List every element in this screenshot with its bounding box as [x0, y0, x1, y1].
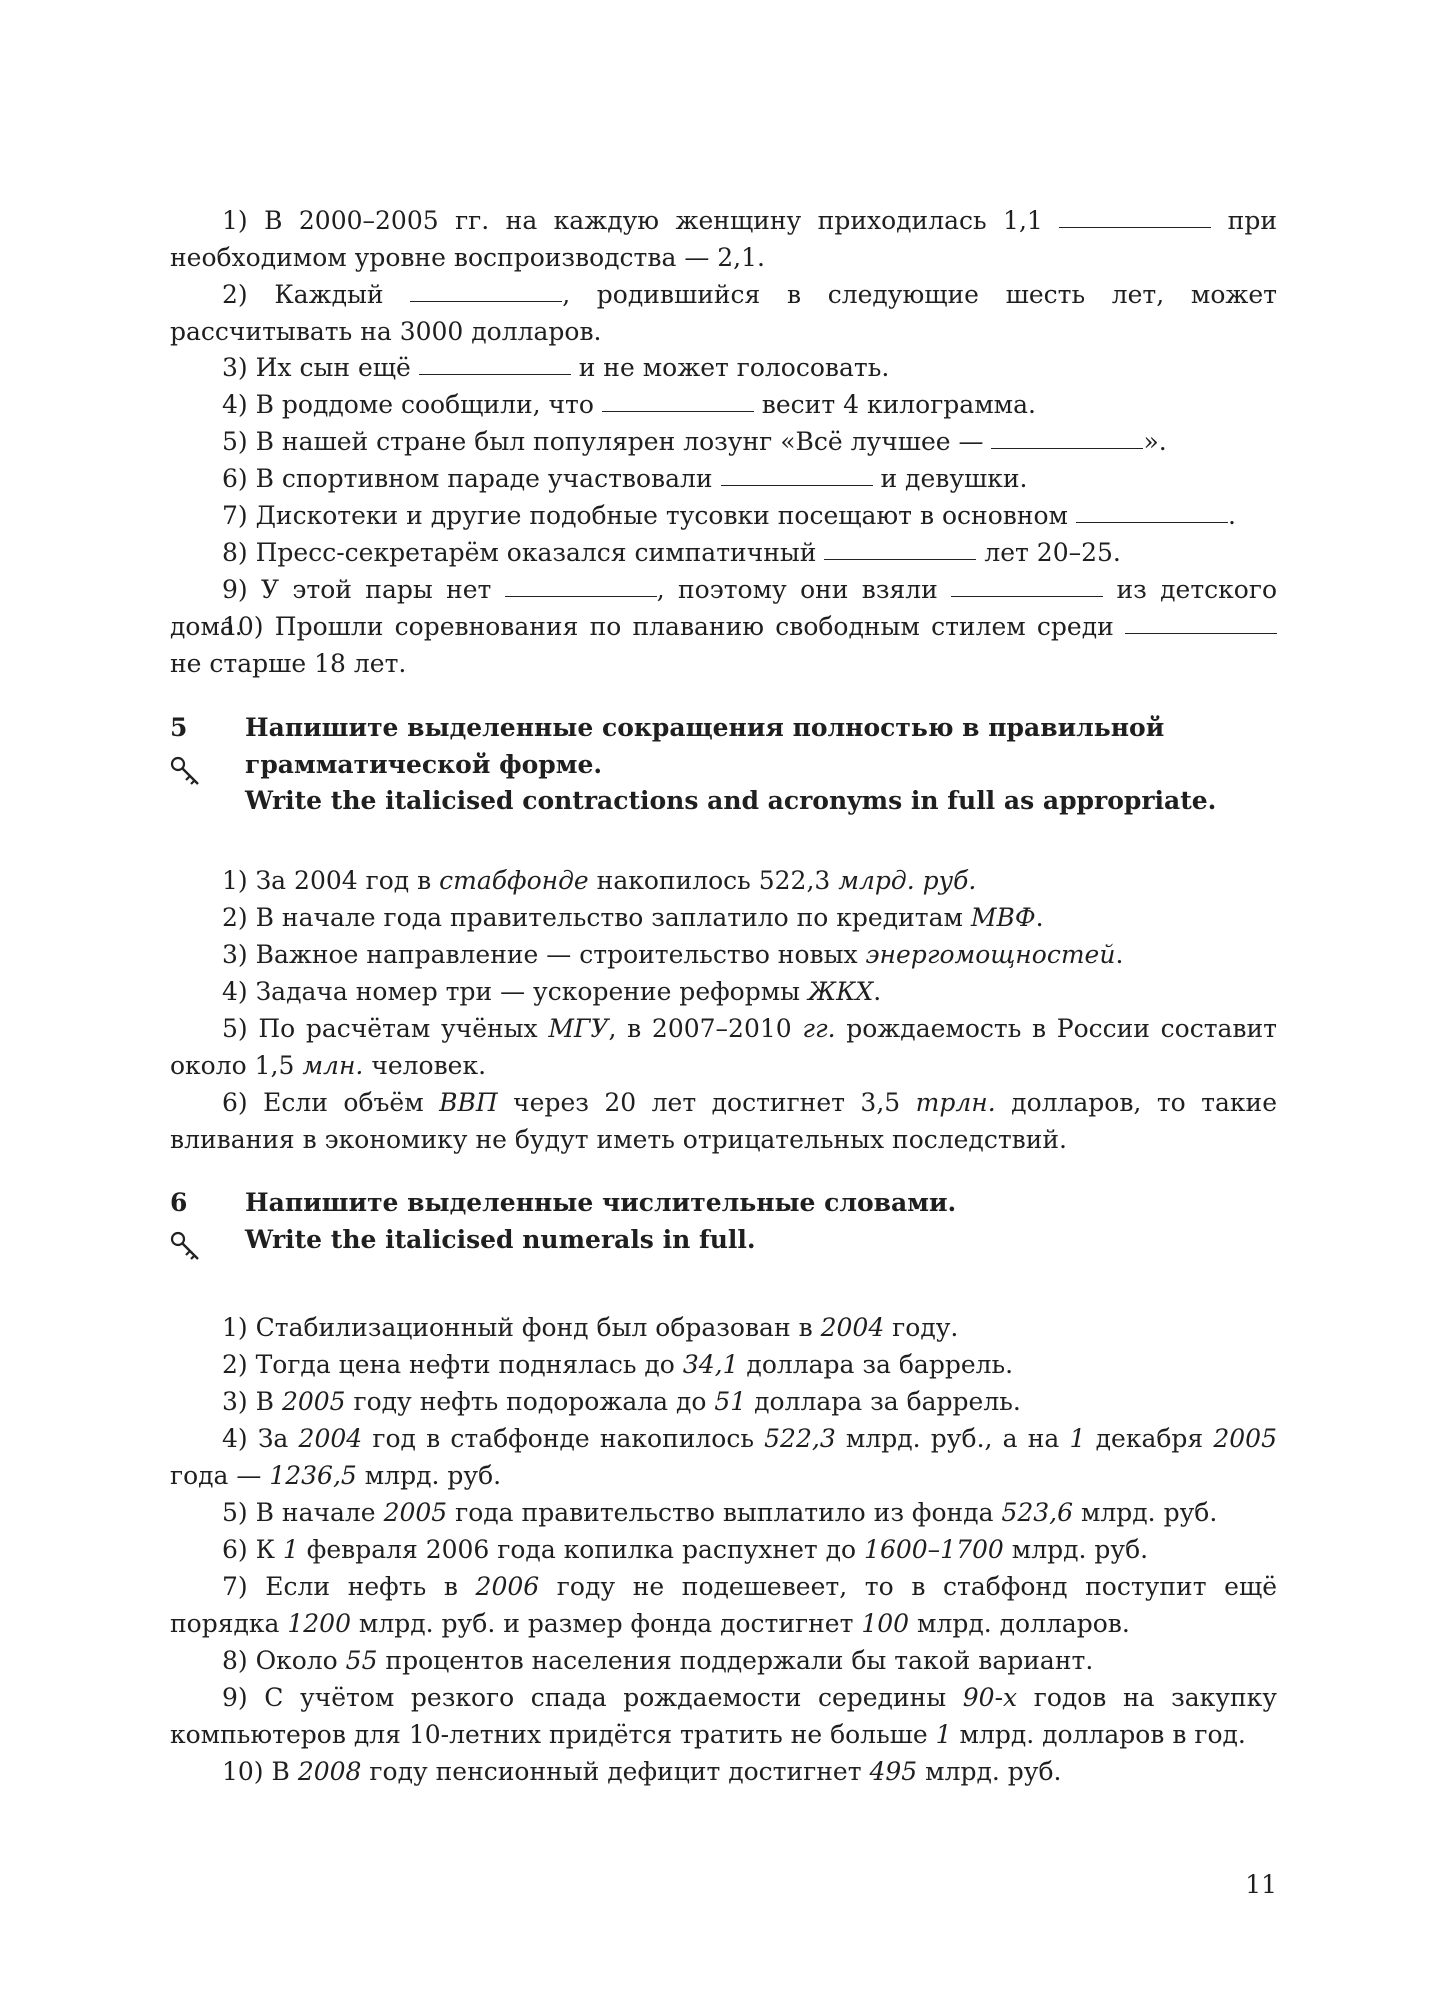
exercise-6-number: 6 [170, 1188, 188, 1217]
text-run: 10) Прошли соревнования по плаванию свободным стилем среди [222, 612, 1125, 641]
text-run: весит 4 килограмма. [753, 390, 1036, 419]
text-run: , в 2007–2010 [608, 1014, 803, 1043]
text-run: декабря [1085, 1424, 1214, 1453]
italic-term: 522,3 [764, 1424, 836, 1453]
text-run: 4) Задача номер три — ускорение реформы [222, 977, 809, 1006]
italic-term: 100 [861, 1608, 910, 1638]
italic-term: стабфонде [439, 866, 589, 895]
text-run: 6) В спортивном параде участвовали [222, 464, 721, 493]
text-run: долларов, то такие вливания в экономику не будут иметь отрицательных последствий. [170, 1088, 1278, 1154]
list-item [170, 1011, 1277, 1084]
text-run: процентов населения поддержали бы такой вариант. [377, 1646, 1094, 1675]
text-run: млрд. руб. и размер фонда достигнет [350, 1608, 862, 1638]
list-item [170, 1421, 1277, 1494]
text-run: 6) Если объём [222, 1088, 440, 1117]
key-icon [168, 1229, 204, 1265]
italic-term: 90-х [962, 1683, 1018, 1712]
text-run: году не подешевеет, то в стабфонд поступит ещё порядка [170, 1572, 1277, 1638]
answer-blank[interactable] [721, 484, 873, 486]
exercise-6-title-ru: Напишите выделенные числительные словами. [245, 1188, 957, 1217]
text-run: 9) С учётом резкого спада рождаемости середины [222, 1683, 963, 1712]
italic-term: млрд. руб. [838, 866, 977, 895]
list-item [170, 1532, 1277, 1569]
text-run: 3) Их сын ещё [222, 353, 419, 382]
exercise-5-number: 5 [170, 713, 188, 742]
italic-term: 523,6 [1001, 1498, 1074, 1527]
list-item [170, 1384, 1277, 1421]
italic-term: 2004 [298, 1424, 363, 1453]
list-item [170, 1643, 1277, 1680]
list-item [170, 1495, 1277, 1532]
list-item [170, 1569, 1277, 1642]
exercise-6-title-en: Write the italicised numerals in full. [245, 1224, 756, 1254]
text-run: млрд. руб. [356, 1460, 502, 1490]
text-run: 4) В роддоме сообщили, что [222, 390, 602, 419]
text-run: 6) К [222, 1535, 283, 1564]
text-run: 7) Дискотеки и другие подобные тусовки посещают в основном [222, 501, 1076, 530]
italic-term: 1 [935, 1719, 952, 1749]
text-run: и девушки. [872, 464, 1028, 493]
text-run: году пенсионный дефицит достигнет [361, 1757, 870, 1786]
text-run: 5) В нашей стране был популярен лозунг «Всё лучшее — [222, 427, 992, 456]
italic-term: 1236,5 [269, 1460, 357, 1490]
text-run: 2) В начале года правительство заплатило по кредитам [222, 903, 971, 932]
italic-term: гг. [802, 1014, 836, 1043]
italic-term: трлн. [915, 1088, 996, 1117]
italic-term: 2005 [1213, 1424, 1277, 1453]
italic-term: 2006 [475, 1572, 540, 1601]
text-run: . [1227, 501, 1236, 530]
italic-term: МГУ [548, 1014, 609, 1043]
text-run: 1) В 2000–2005 гг. на каждую женщину приходилась 1,1 [222, 206, 1060, 235]
list-item [170, 203, 1277, 276]
text-run: ». [1143, 427, 1167, 456]
text-run: . [873, 977, 882, 1006]
italic-term: 2008 [297, 1757, 362, 1786]
text-run: 4) За [222, 1424, 299, 1453]
list-item [170, 424, 1277, 461]
answer-blank[interactable] [505, 595, 657, 597]
text-run: . [1035, 903, 1044, 932]
list-item [170, 350, 1277, 387]
text-run: и не может голосовать. [570, 353, 890, 382]
exercise-5-title-en: Write the italicised contractions and acronyms in full as appropriate. [245, 786, 1217, 815]
list-item [170, 1754, 1277, 1791]
key-icon [168, 754, 204, 790]
text-run: млрд. долларов в год. [951, 1719, 1246, 1749]
answer-blank[interactable] [1076, 521, 1228, 523]
list-item [170, 535, 1277, 572]
answer-blank[interactable] [824, 558, 976, 560]
answer-blank[interactable] [1059, 226, 1211, 228]
text-run: 2) Тогда цена нефти поднялась до [222, 1350, 683, 1379]
italic-term: 55 [345, 1646, 378, 1675]
text-run: при необходимом уровне воспроизводства — 2,1. [170, 206, 1277, 272]
list-item [170, 1347, 1277, 1384]
text-run: 8) Пресс-секретарём оказался симпатичный [222, 538, 825, 567]
text-run: 8) Около [222, 1646, 346, 1675]
text-run: года — [170, 1460, 270, 1490]
list-item [170, 937, 1277, 974]
italic-term: 1 [1069, 1424, 1086, 1453]
exercise-6-heading [245, 1185, 1277, 1258]
text-run: 3) В [222, 1387, 282, 1416]
italic-term: 1600–1700 [864, 1535, 1004, 1564]
text-run: млрд. руб. [1073, 1498, 1218, 1527]
exercise-5-heading [245, 710, 1277, 820]
text-run: году. [884, 1313, 959, 1342]
text-run: рождаемость в России составит около 1,5 [170, 1014, 1278, 1080]
italic-term: 51 [714, 1387, 747, 1416]
text-run: лет 20–25. [976, 538, 1121, 567]
italic-term: энергомощностей [865, 940, 1116, 969]
list-item [170, 1310, 1277, 1347]
list-item [170, 609, 1277, 682]
text-run: февраля 2006 года копилка распухнет до [298, 1535, 865, 1564]
answer-blank[interactable] [410, 300, 562, 302]
text-run: 2) Каждый [222, 280, 411, 309]
text-run: 1) Стабилизационный фонд был образован в [222, 1313, 821, 1342]
italic-term: МВФ [970, 903, 1036, 932]
italic-term: 2004 [820, 1313, 885, 1342]
text-run: 7) Если нефть в [222, 1572, 476, 1601]
text-run: , родившийся в следующие шесть лет, может рассчитывать на 3000 долларов. [170, 280, 1277, 346]
text-run: 1) За 2004 год в [222, 866, 440, 895]
text-run: , поэтому они взяли [656, 575, 952, 604]
text-run: 5) В начале [222, 1498, 384, 1527]
page-number: 11 [1245, 1870, 1277, 1899]
text-run: 3) Важное направление — строительство новых [222, 940, 866, 969]
list-item [170, 900, 1277, 937]
italic-term: ЖКХ [808, 977, 874, 1006]
text-run: год в стабфонде накопилось [362, 1424, 765, 1453]
answer-blank[interactable] [419, 373, 571, 375]
answer-blank[interactable] [1125, 632, 1277, 634]
text-run: 5) По расчётам учёных [222, 1014, 549, 1043]
italic-term: ВВП [439, 1088, 498, 1117]
list-item [170, 1085, 1277, 1158]
list-item [170, 461, 1277, 498]
answer-blank[interactable] [602, 410, 754, 412]
list-item [170, 277, 1277, 350]
text-run: . [1115, 940, 1124, 969]
answer-blank[interactable] [991, 447, 1143, 449]
italic-term: млн. [302, 1050, 364, 1080]
text-run: доллара за баррель. [738, 1350, 1014, 1379]
list-item [170, 387, 1277, 424]
italic-term: 1 [282, 1535, 299, 1564]
text-run: доллара за баррель. [746, 1387, 1021, 1416]
text-run: годов на закупку компьютеров для 10-летних придётся тратить не больше [170, 1683, 1278, 1749]
text-run: не старше 18 лет. [170, 648, 407, 678]
text-run: накопилось 522,3 [588, 866, 839, 895]
exercise-5-title-ru: Напишите выделенные сокращения полностью в правильной грамматической форме. [245, 713, 1165, 779]
list-item [170, 863, 1277, 900]
italic-term: 495 [869, 1757, 918, 1786]
list-item [170, 498, 1277, 535]
text-run: млрд. долларов. [909, 1608, 1130, 1638]
text-run: 9) У этой пары нет [222, 575, 505, 604]
italic-term: 2005 [281, 1387, 346, 1416]
text-run: из детского дома. [170, 575, 1277, 641]
list-item [170, 1680, 1277, 1753]
text-run: через 20 лет достигнет 3,5 [497, 1088, 916, 1117]
text-run: млрд. руб., а на [835, 1424, 1070, 1453]
text-run: 10) В [222, 1757, 298, 1786]
italic-term: 1200 [287, 1608, 351, 1638]
italic-term: 2005 [383, 1498, 448, 1527]
answer-blank[interactable] [951, 595, 1103, 597]
text-run: млрд. руб. [1003, 1535, 1149, 1564]
text-run: человек. [363, 1050, 487, 1080]
text-run: млрд. руб. [917, 1757, 1062, 1786]
list-item [170, 974, 1277, 1011]
italic-term: 34,1 [682, 1350, 739, 1379]
text-run: года правительство выплатило из фонда [447, 1498, 1002, 1527]
text-run: году нефть подорожала до [345, 1387, 715, 1416]
